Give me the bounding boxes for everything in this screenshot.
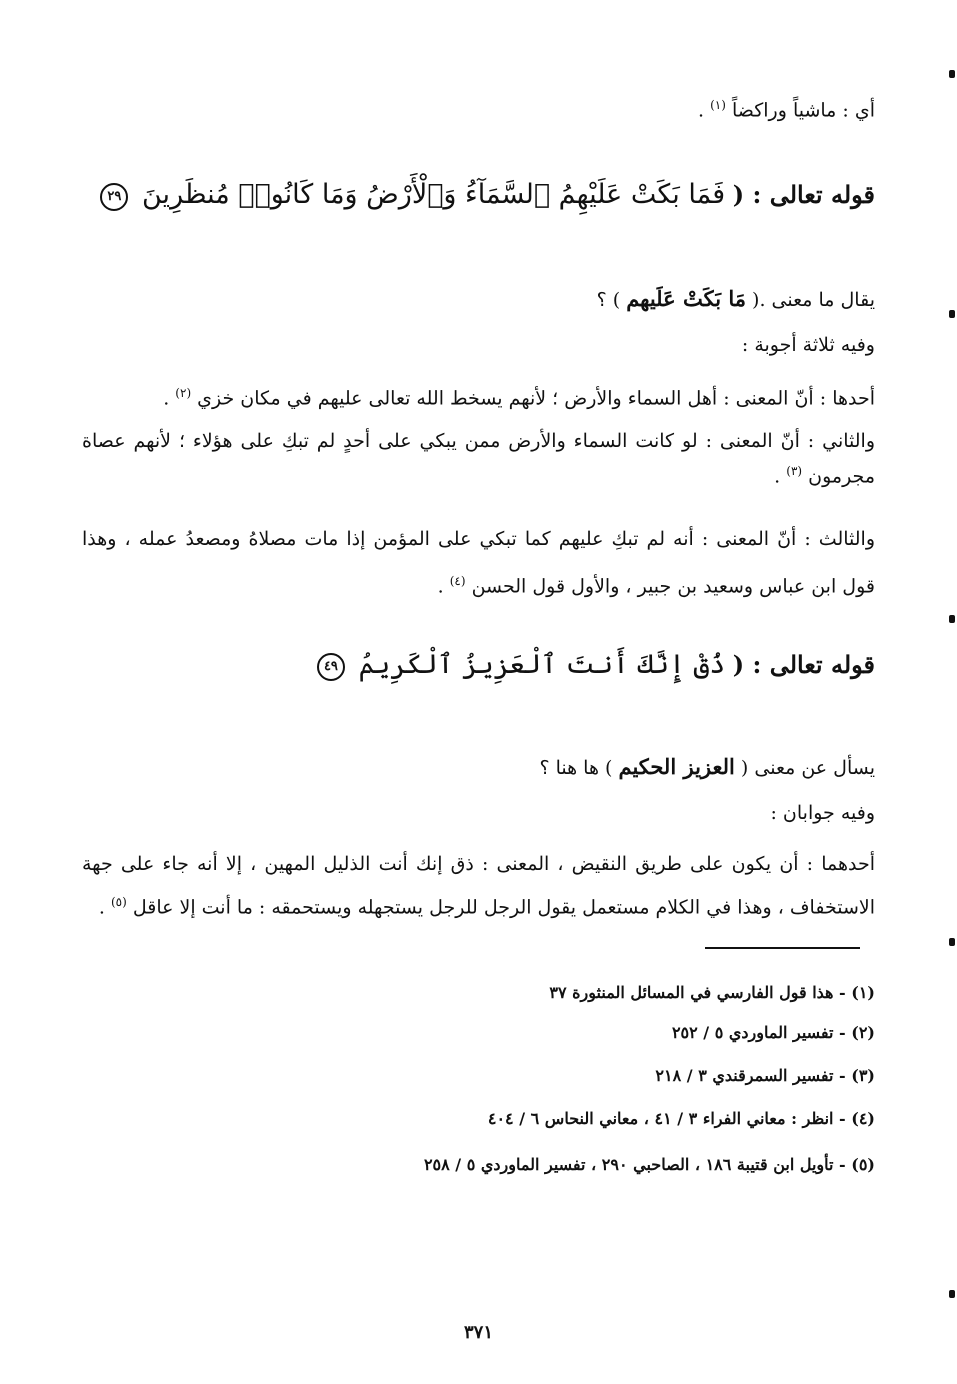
ayah-number-icon: ٤٩	[317, 653, 345, 681]
ayah-number-icon: ٢٩	[100, 183, 128, 211]
footnote-3: (٣) - تفسير السمرقندي ٣ / ٢١٨	[655, 1066, 875, 1085]
text: ) ها هنا ؟	[539, 757, 613, 779]
verse-line-1	[82, 180, 875, 211]
punct: .	[437, 575, 444, 598]
page-number: ٣٧١	[463, 1322, 493, 1343]
binding-mark	[949, 310, 955, 318]
text: أي : ماشياً وراكضاً	[731, 99, 875, 122]
punct: .	[774, 465, 781, 488]
verse-intro: قوله تعالى : (	[732, 650, 875, 679]
footnote-2: (٢) - تفسير الماوردي ٥ / ٢٥٢	[671, 1023, 875, 1042]
text: وفيه ثلاثة أجوبة :	[741, 334, 875, 356]
footnote-5: (٥) - تأويل ابن قتيبة ١٨٦ ، الصاحبي ٢٩٠ ، تفسير الماوردي ٥ / ٢٥٨	[423, 1155, 875, 1174]
binding-mark	[949, 70, 955, 78]
text: يسأل عن معنى (	[740, 757, 875, 779]
footnote-4: (٤) - انظر : معاني الفراء ٣ / ٤١ ، معاني النحاس ٦ / ٤٠٤	[487, 1109, 875, 1128]
text: والثالث : أنّ المعنى : أنه لم تبكِ عليهم كما تبكي على المؤمن إذا مات مصلاهُ ومصعدُ عمله ، وهذا قول ابن عباس وسعيد بن جبير ، والأول قول الحسن	[82, 528, 875, 598]
answer-b1	[82, 845, 875, 926]
text: ) ؟	[596, 289, 621, 311]
bold-term: العزيز الحكيم	[618, 754, 735, 779]
text: والثاني : أنّ المعنى : لو كانت السماء والأرض ممن يبكي على أحدٍ لم تبكِ على هؤلاء ؛ لأنهم عصاة مجرمون	[82, 430, 875, 488]
footnote-1: (١) - هذا قول الفارسي في المسائل المنثورة ٣٧	[549, 983, 875, 1002]
footnote-divider	[705, 947, 860, 949]
binding-mark	[949, 615, 955, 623]
question-1	[82, 284, 875, 315]
binding-mark	[949, 1290, 955, 1298]
answer-1	[82, 378, 875, 413]
answers-intro-1	[82, 330, 875, 360]
question-2	[82, 752, 875, 783]
punct: .	[163, 387, 170, 410]
answer-3	[82, 518, 875, 607]
text: أحدها : أنّ المعنى : أهل السماء والأرض ؛ لأنهم يسخط الله تعالى عليهم في مكان خزي	[197, 387, 875, 410]
verse-intro: قوله تعالى : (	[732, 180, 875, 209]
answer-2	[82, 426, 875, 491]
verse-line-2	[82, 650, 875, 681]
text: وفيه جوابان :	[770, 802, 875, 824]
punct: .	[98, 896, 105, 919]
quran-verse: فَمَا بَكَتْ عَلَيْهِمُ ٱلسَّمَآءُ وَٱلْأَرْضُ وَمَا كَانُوا۟ مُنظَرِينَ	[142, 179, 726, 210]
text-line-walking	[82, 90, 875, 125]
footnote-ref: (٥)	[110, 895, 127, 909]
binding-mark	[949, 938, 955, 946]
bold-term: مَا بَكَتْ عَلَيهم	[626, 286, 746, 311]
quran-verse: ذُقْ إِنَّكَ أَنتَ ٱلْعَزِيزُ ٱلْكَرِيمُ	[358, 649, 726, 680]
punct: .	[698, 99, 705, 122]
footnote-ref: (٤)	[449, 574, 466, 588]
answers-intro-2	[82, 798, 875, 828]
footnote-ref: (٢)	[175, 386, 192, 400]
footnote-ref: (١)	[710, 98, 726, 112]
text: أحدهما : أن يكون على طريق النقيض ، المعنى : ذق إنك أنت الذليل المهين ، إلا أنه جاء على جهة الاستخفاف ، وهذا في الكلام مستعمل يقول الرجل للرجل يستجهله ويستحمقه : ما أنت إلا عاقل	[82, 853, 875, 919]
text: يقال ما معنى .(	[752, 289, 875, 311]
footnote-ref: (٣)	[786, 464, 803, 478]
